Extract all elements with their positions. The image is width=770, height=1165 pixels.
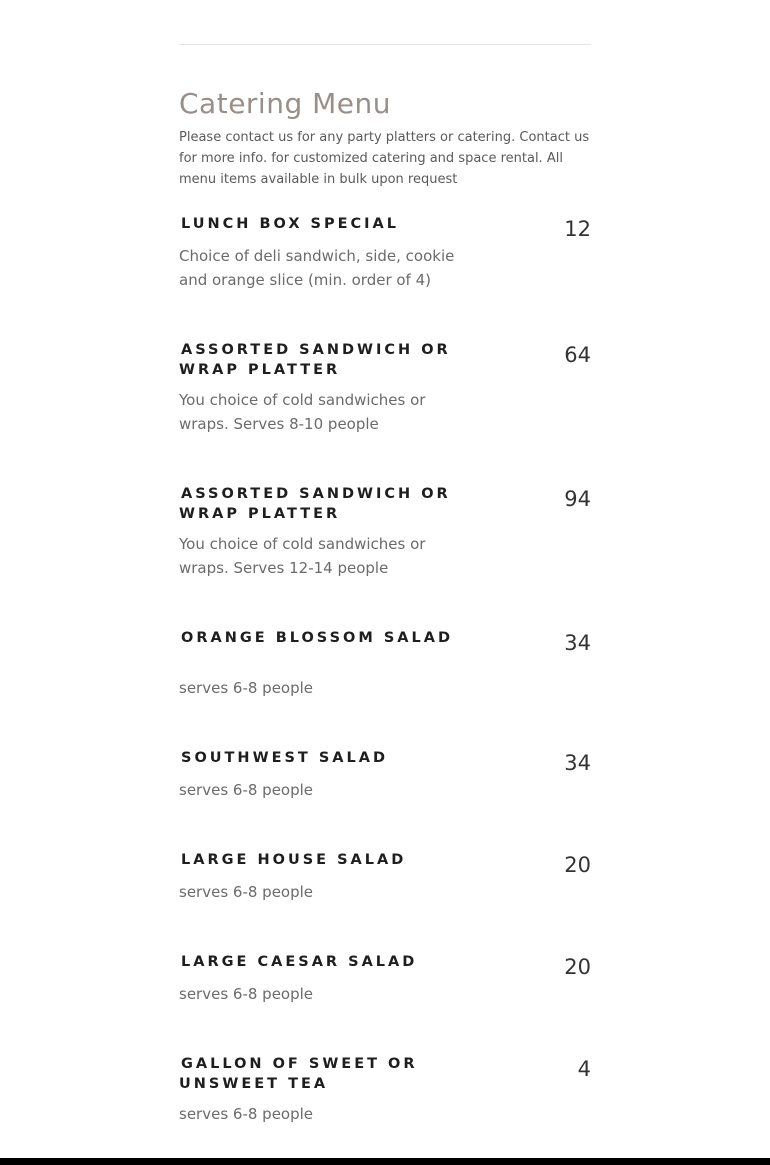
menu-item-name: LARGE CAESAR SALAD — [181, 954, 418, 970]
menu-item-name: GALLON OF SWEET OR UNSWEET TEA — [179, 1056, 418, 1092]
menu-item-price: 4 — [577, 1057, 591, 1081]
section-intro: Please contact us for any party platters or catering. Contact us for more info. for customized catering and space rental. All menu items available in bulk upon request — [179, 130, 590, 187]
menu-item-name: SOUTHWEST SALAD — [181, 750, 389, 766]
menu-item-price: 20 — [564, 853, 591, 877]
menu-item-price: 12 — [564, 217, 591, 241]
menu-item-description: serves 6-8 people — [179, 883, 314, 901]
menu-item-price: 94 — [564, 487, 591, 511]
menu-item-name: ASSORTED SANDWICH OR WRAP PLATTER — [179, 486, 451, 522]
menu-item-name: ASSORTED SANDWICH OR WRAP PLATTER — [179, 342, 451, 378]
menu-item-name: LUNCH BOX SPECIAL — [181, 216, 400, 232]
menu-item-price: 20 — [564, 955, 591, 979]
menu-item-price: 34 — [564, 751, 591, 775]
menu-item-description: serves 6-8 people — [179, 679, 314, 697]
menu-item-description: You choice of cold sandwiches or wraps. Serves 8-10 people — [179, 391, 426, 433]
section-divider — [179, 44, 591, 45]
menu-item-description: serves 6-8 people — [179, 985, 314, 1003]
menu-item-description: serves 6-8 people — [179, 1105, 314, 1123]
menu-item-price: 64 — [564, 343, 591, 367]
menu-item-name: ORANGE BLOSSOM SALAD — [181, 630, 454, 646]
section-title: Catering Menu — [179, 87, 392, 120]
menu-item-description: Choice of deli sandwich, side, cookie and orange slice (min. order of 4) — [179, 247, 455, 289]
page-footer-bar — [0, 1158, 770, 1165]
menu-item-description: serves 6-8 people — [179, 781, 314, 799]
menu-item-name: LARGE HOUSE SALAD — [181, 852, 407, 868]
menu-item-price: 34 — [564, 631, 591, 655]
menu-item-description: You choice of cold sandwiches or wraps. Serves 12-14 people — [179, 535, 426, 577]
